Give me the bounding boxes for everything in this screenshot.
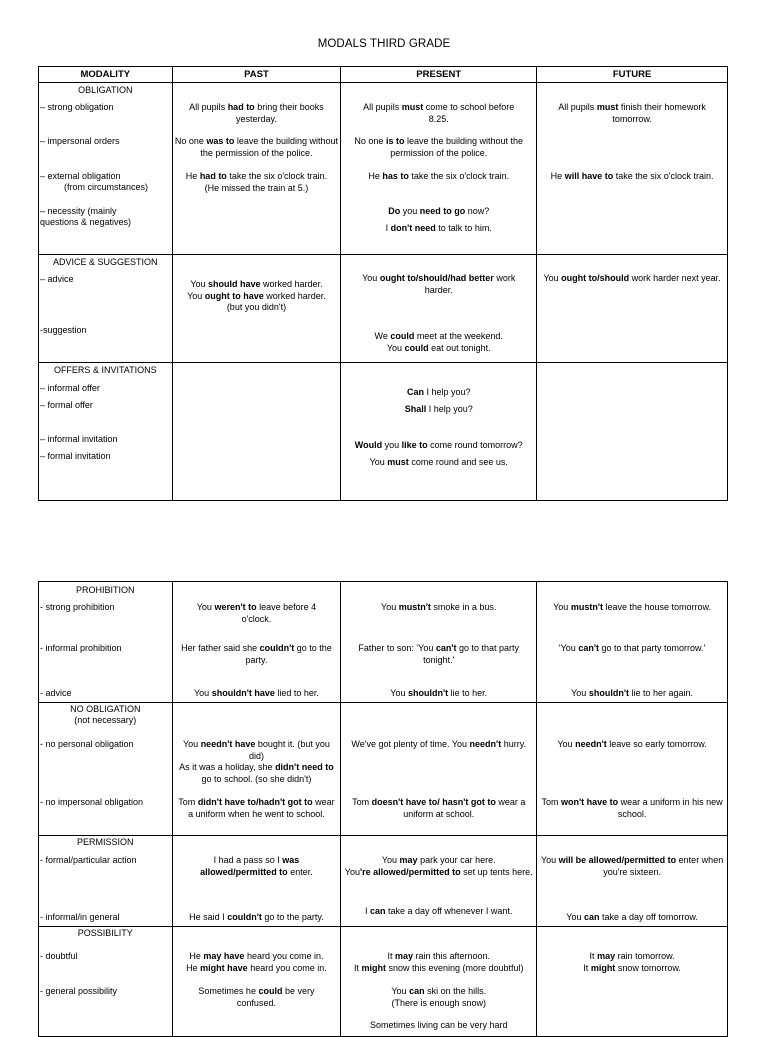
section-heading: PROHIBITION [76,585,135,595]
example-sentence: He had to take the six o'clock train. (He missed the train at 5.) [185,171,328,193]
section-heading: NO OBLIGATION [70,704,141,714]
section-heading: ADVICE & SUGGESTION [53,257,158,267]
advice-row [39,255,728,363]
modals-table-2 [38,581,728,1037]
header-row [39,67,728,83]
row-label: – necessity (mainly [40,206,117,216]
row-label: – advice [40,274,74,284]
row-label: (from circumstances) [64,182,149,192]
example-sentence: You can ski on the hills. (There is enough snow) [391,986,487,1008]
possibility-row [39,927,728,1037]
section-heading: POSSIBILITY [77,928,133,938]
example-sentence: I don't need to talk to him. [385,223,492,233]
example-sentence: We could meet at the weekend. You could eat out tonight. [374,331,503,353]
modals-table-1 [38,66,728,501]
example-sentence: Her father said she couldn't go to the party. [181,643,332,665]
example-sentence: 'You can't go to that party tomorrow.' [558,643,706,653]
row-label: – informal offer [40,383,100,393]
example-sentence: You shouldn't lie to her again. [571,688,694,698]
row-label: - informal prohibition [40,643,122,653]
row-label: - doubtful [40,951,78,961]
row-label: - advice [40,688,72,698]
example-sentence: You ought to/should work harder next year. [543,273,721,283]
example-sentence: You mustn't leave the house tomorrow. [553,602,712,612]
offers-row [39,363,728,501]
example-sentence: You needn't have bought it. (but you did) [182,739,330,761]
example-sentence: He will have to take the six o'clock train. [550,171,714,181]
row-label: – formal invitation [40,451,111,461]
example-sentence: Tom didn't have to/hadn't got to wear a uniform when he went to school. [178,797,335,819]
example-sentence: You may park your car here. You're allowed/permitted to set up tents here. [344,855,533,877]
example-sentence: Can I help you? [406,387,471,397]
row-label: - informal/in general [40,912,120,922]
example-sentence: He has to take the six o'clock train. [368,171,510,181]
example-sentence: It may rain tomorrow. It might snow tomorrow. [583,951,681,973]
example-sentence: Shall I help you? [404,404,473,414]
example-sentence: He said I couldn't go to the party. [189,912,324,922]
row-label: - formal/particular action [40,855,137,865]
example-sentence: Tom won't have to wear a uniform in his new school. [541,797,723,819]
row-label: - no impersonal obligation [40,797,144,807]
row-label: - strong prohibition [40,602,115,612]
example-sentence: You needn't leave so early tomorrow. [557,739,707,749]
prohibition-row [39,582,728,703]
example-sentence: You ought to/should/had better work harder. [362,273,516,295]
example-sentence: Tom doesn't have to/ hasn't got to wear a uniform at school. [352,797,526,819]
row-label: – informal invitation [40,434,118,444]
example-sentence: It may rain this afternoon. It might snow this evening (more doubtful) [353,951,524,973]
example-sentence: You can take a day off tomorrow. [566,912,698,922]
row-label: - general possibility [40,986,118,996]
obligation-row [39,83,728,255]
row-label: – external obligation [40,171,121,181]
no-obligation-row [39,703,728,836]
example-sentence: All pupils must come to school before 8.25. [363,102,515,124]
example-sentence: I can take a day off whenever I want. [365,906,513,916]
example-sentence: Sometimes he could be very confused. [198,986,315,1008]
row-label: - no personal obligation [40,739,134,749]
example-sentence: All pupils must finish their homework tomorrow. [558,102,706,124]
row-label: questions & negatives) [40,217,132,227]
row-label: – strong obligation [40,102,114,112]
example-sentence: As it was a holiday, she didn't need to go to school. (so she didn't) [179,762,334,784]
example-sentence: You shouldn't lie to her. [390,688,488,698]
header-past: PAST [172,67,341,83]
example-sentence: I had a pass so I was allowed/permitted to enter. [200,855,313,877]
example-sentence: We've got plenty of time. You needn't hurry. [351,739,527,749]
section-subheading: (not necessary) [74,715,137,725]
row-label: – formal offer [40,400,93,410]
example-sentence: You weren't to leave before 4 o'clock. [196,602,317,624]
example-sentence: No one is to leave the building without the permission of the police. [354,136,524,158]
header-future: FUTURE [537,67,728,83]
row-label: – impersonal orders [40,136,120,146]
row-label: -suggestion [40,325,87,335]
example-sentence: Father to son: 'You can't go to that party tonight.' [358,643,520,665]
section-heading: OFFERS & INVITATIONS [53,365,157,375]
header-present: PRESENT [341,67,537,83]
example-sentence: All pupils had to bring their books yesterday. [189,102,324,124]
example-sentence: He may have heard you come in. He might have heard you come in. [186,951,327,973]
example-sentence: You must come round and see us. [369,457,508,467]
example-sentence: You shouldn't have lied to her. [194,688,319,698]
header-modality: MODALITY [39,67,173,83]
permission-row [39,836,728,927]
section-heading: OBLIGATION [78,85,133,95]
example-sentence: Do you need to go now? [388,206,490,216]
example-sentence: No one was to leave the building without the permission of the police. [174,136,338,158]
example-sentence: You should have worked harder. You ought to have worked harder. (but you didn't) [187,279,326,312]
example-sentence: You will be allowed/permitted to enter when you're sixteen. [540,855,724,877]
example-sentence: Sometimes living can be very hard [369,1020,508,1030]
section-heading: PERMISSION [77,837,134,847]
example-sentence: Would you like to come round tomorrow? [354,440,523,450]
example-sentence: You mustn't smoke in a bus. [381,602,497,612]
page-title: MODALS THIRD GRADE [317,38,451,50]
